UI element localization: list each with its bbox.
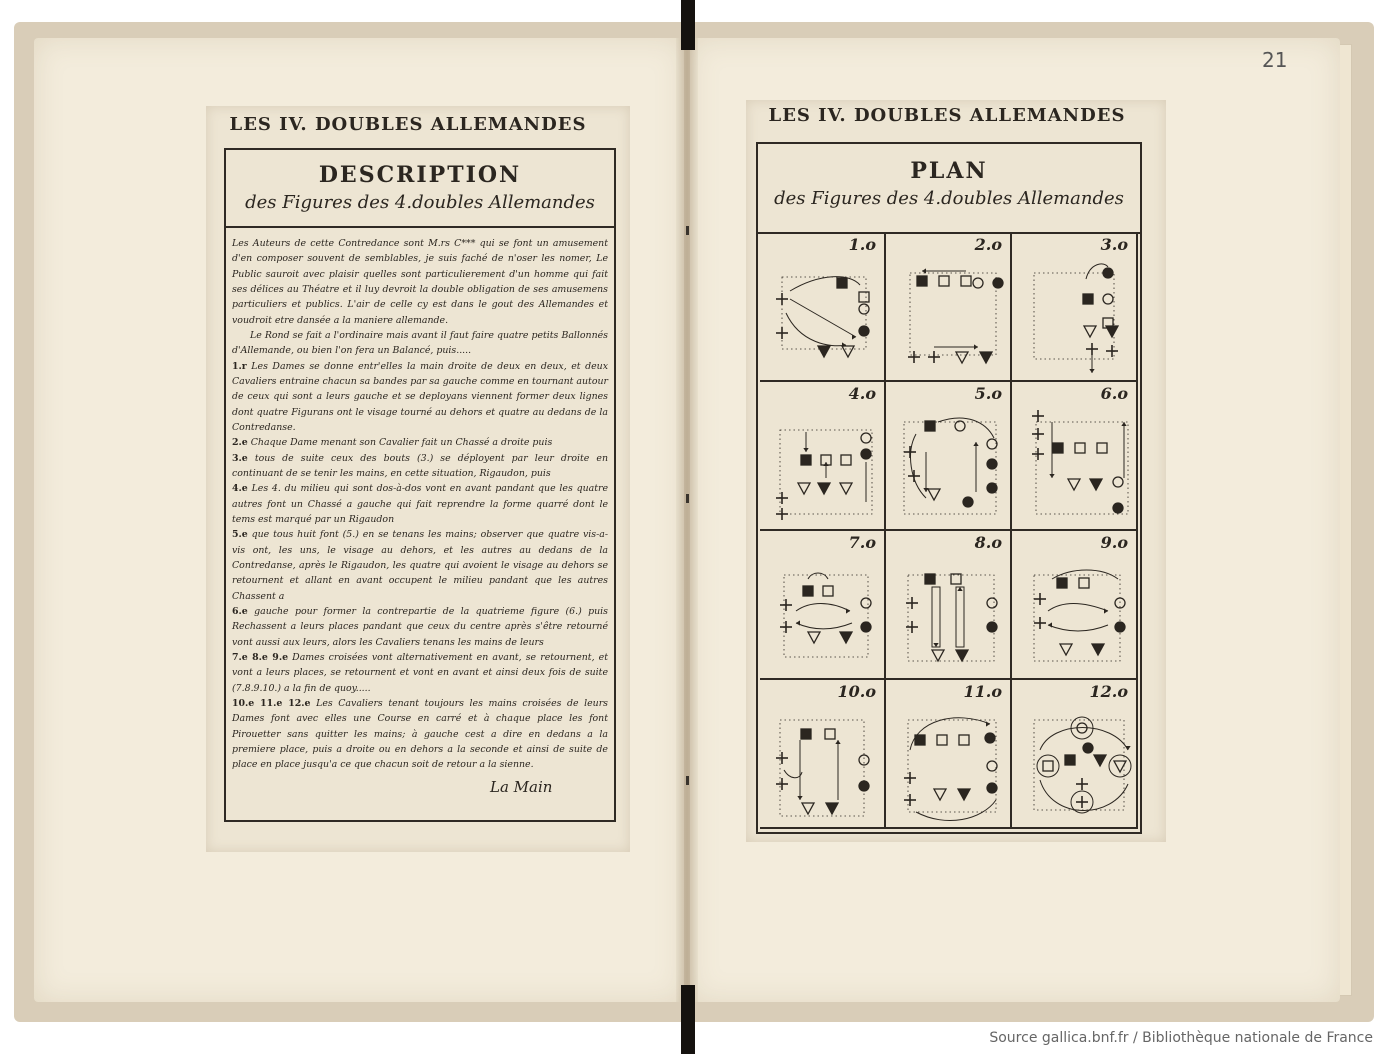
dancer-cross-icon [776, 778, 788, 790]
paragraph-text: Le Rond se fait a l'ordinaire mais avant il faut faire quatre petits Ballonnés d'Allemande, ou bien l'on fera un Balancé, puis..... [232, 329, 608, 357]
dancer-square-icon [1083, 294, 1093, 304]
dancer-triangle-icon [956, 650, 968, 661]
dancer-square-icon [925, 421, 935, 431]
dancer-cross-icon [1034, 593, 1046, 605]
dancer-square-icon [915, 735, 925, 745]
figure-diagram [760, 382, 884, 529]
dancer-circle-icon [987, 598, 997, 608]
dancer-cross-icon [776, 752, 788, 764]
arrow-icon [852, 334, 856, 339]
dancer-cross-icon [908, 470, 920, 482]
figure-diagram [886, 531, 1010, 678]
paragraph-text: gauche pour former la contrepartie de la quatrieme figure (6.) puis Rechassent a leurs places pandant que ceux du centre après s'être retourné vont aussi aux leurs, alors les Cavaliers tenans les mains de leurs [232, 605, 608, 648]
dancer-circle-icon [987, 439, 997, 449]
dancer-triangle-icon [980, 352, 992, 363]
dancer-cross-icon [1034, 617, 1046, 629]
dancer-square-icon [1057, 578, 1067, 588]
dancer-triangle-icon [840, 632, 852, 643]
book-gutter [676, 38, 698, 1002]
dancer-square-icon [1065, 755, 1075, 765]
source-credit: Source gallica.bnf.fr / Bibliothèque nationale de France [989, 1030, 1373, 1046]
dancer-square-icon [939, 276, 949, 286]
figure-cell-6 [1012, 382, 1138, 531]
dancer-cross-icon [780, 621, 792, 633]
movement-path [796, 623, 852, 629]
floor-outline [1034, 575, 1120, 661]
dancer-cross-icon [904, 772, 916, 784]
figure-label: 1.o [848, 235, 876, 254]
description-paragraph [232, 359, 608, 436]
ribbon-bookmark-top [681, 0, 695, 50]
dancer-triangle-icon [1094, 755, 1106, 766]
figure-number: 10.e 11.e 12.e [232, 697, 311, 709]
description-paragraph [232, 696, 608, 773]
dancer-triangle-icon [808, 632, 820, 643]
dancer-cross-icon [908, 351, 920, 363]
dancer-square-icon [925, 574, 935, 584]
movement-path [796, 604, 850, 612]
description-title-box [226, 150, 614, 228]
movement-path [932, 587, 940, 647]
movement-path [1048, 604, 1108, 612]
dancer-square-icon [937, 735, 947, 745]
figure-number: 3.e [232, 452, 248, 464]
dancer-triangle-icon [958, 789, 970, 800]
figure-cell-9 [1012, 531, 1138, 680]
dancer-circle-icon [963, 497, 973, 507]
figure-number: 7.e 8.e 9.e [232, 651, 289, 663]
figure-cell-10 [760, 680, 886, 829]
figure-number: 4.e [232, 483, 248, 495]
paragraph-text: Les Auteurs de cette Contredance sont M.rs C*** qui se font un amusement d'en composer souvent de semblables, je suis faché de n'oser les nomer, Le Public sauroit avec plaisir quelles sont particulierement d'un homme qui fait ses délices au Théatre et il luy devroit la double obligation de ses amusemens particuliers et publics. L'air de celle cy est dans le gout des Allemandes et voudroit etre dansée a la maniere allemande. [232, 238, 608, 326]
dancer-cross-icon [1076, 796, 1088, 808]
dancer-cross-icon [776, 327, 788, 339]
floor-outline [904, 422, 996, 514]
dancer-triangle-icon [956, 352, 968, 363]
description-paragraph [232, 604, 608, 650]
figure-cell-3 [1012, 233, 1138, 382]
dancer-circle-icon [985, 733, 995, 743]
dancer-square-icon [961, 276, 971, 286]
dancer-triangle-icon [1068, 479, 1080, 490]
figure-diagram [760, 233, 884, 380]
figure-number: 6.e [232, 605, 248, 617]
figure-diagram [760, 531, 884, 678]
dancer-triangle-icon [818, 346, 830, 357]
dancer-circle-icon [861, 433, 871, 443]
figure-cell-11 [886, 680, 1012, 829]
movement-path [938, 418, 994, 438]
arrow-icon [796, 620, 800, 625]
movement-path [916, 800, 996, 821]
dancer-circle-icon [955, 421, 965, 431]
dancer-square-icon [1043, 761, 1053, 771]
dancer-square-icon [801, 455, 811, 465]
dancer-cross-icon [776, 293, 788, 305]
figure-cell-5 [886, 382, 1012, 531]
floor-outline [908, 575, 994, 661]
dancer-triangle-icon [934, 789, 946, 800]
figure-diagram [760, 680, 884, 827]
turn-circle [1109, 755, 1131, 777]
dancer-triangle-icon [1092, 644, 1104, 655]
binding-stitch [686, 776, 689, 785]
figure-label: 10.o [837, 682, 876, 701]
arrow-icon [973, 442, 978, 446]
figure-diagram [1012, 382, 1136, 529]
binding-stitch [686, 494, 689, 503]
dancer-circle-icon [973, 278, 983, 288]
dancer-triangle-icon [1084, 326, 1096, 337]
paragraph-text: Les Dames se donne entr'elles la main droite de deux en deux, et deux Cavaliers entraine chacun sa bandes par sa gauche comme en tournant autour de ceux qui sont a leurs gauche et se deployans viennent former deux lignes dont quatre Figurans ont le visage tourné au dehors et quatre au dedans de la Contredanse. [232, 360, 608, 433]
floor-outline [908, 720, 996, 812]
dancer-square-icon [1079, 578, 1089, 588]
arrow-icon [835, 740, 840, 744]
dancer-square-icon [837, 278, 847, 288]
dancer-cross-icon [928, 351, 940, 363]
description-paragraph [232, 236, 608, 328]
dancer-circle-icon [1113, 477, 1123, 487]
plan-title-box [758, 144, 1140, 234]
dancer-triangle-icon [1060, 644, 1072, 655]
figure-cell-1 [760, 233, 886, 382]
dancer-cross-icon [1076, 778, 1088, 790]
dancer-circle-icon [987, 459, 997, 469]
movement-path [786, 313, 846, 346]
description-body [232, 236, 608, 772]
dancer-circle-icon [859, 304, 869, 314]
dancer-cross-icon [1106, 345, 1118, 357]
dancer-cross-icon [776, 492, 788, 504]
movement-path [790, 277, 860, 291]
figure-cell-4 [760, 382, 886, 531]
dancer-circle-icon [1103, 294, 1113, 304]
figure-diagram [1012, 680, 1136, 827]
dancer-triangle-icon [928, 489, 940, 500]
dancer-cross-icon [1032, 428, 1044, 440]
arrow-icon [1104, 608, 1108, 613]
dancer-square-icon [1075, 443, 1085, 453]
dancer-circle-icon [859, 781, 869, 791]
movement-path [1048, 625, 1108, 631]
dancer-triangle-icon [840, 483, 852, 494]
dancer-square-icon [1053, 443, 1063, 453]
floor-outline [780, 720, 864, 816]
dancer-cross-icon [1032, 448, 1044, 460]
dancer-circle-icon [987, 783, 997, 793]
arrow-icon [797, 796, 802, 800]
figure-cell-7 [760, 531, 886, 680]
dancer-cross-icon [776, 508, 788, 520]
dancer-circle-icon [861, 622, 871, 632]
dancer-cross-icon [904, 794, 916, 806]
arrow-icon [957, 587, 962, 591]
description-paragraph [232, 435, 608, 450]
floor-outline [1034, 273, 1114, 359]
dancer-square-icon [841, 455, 851, 465]
floor-outline [1036, 422, 1128, 514]
figure-cell-2 [886, 233, 1012, 382]
dancer-triangle-icon [1090, 479, 1102, 490]
page-number: 21 [1262, 48, 1288, 72]
dancer-circle-icon [861, 449, 871, 459]
dancer-square-icon [959, 735, 969, 745]
dancer-triangle-icon [818, 483, 830, 494]
figure-label: 8.o [974, 533, 1002, 552]
dancer-square-icon [1097, 443, 1107, 453]
paragraph-text: que tous huit font (5.) en se tenans les mains; observer que quatre vis-a-vis ont, les uns, le visage au dehors, et les autres au dedans de la Contredanse, après le Rigaudon, les quatre qui avoient le visage au dehors se retournent et allant en avant occupent le milieu pandant que les autres Chassent a [232, 529, 609, 602]
binding-stitch [686, 226, 689, 235]
figure-diagram [1012, 531, 1136, 678]
description-paragraph [232, 527, 608, 604]
paragraph-text: Chaque Dame menant son Cavalier fait un Chassé a droite puis [250, 437, 553, 449]
dancer-square-icon [825, 729, 835, 739]
dancer-circle-icon [859, 326, 869, 336]
dancer-square-icon [803, 586, 813, 596]
dancer-square-icon [823, 586, 833, 596]
paragraph-text: Les Cavaliers tenant toujours les mains croisées de leurs Dames font avec elles une Course en carré et à chaque place les font Pirouetter sans quitter les mains; à gauche cest a dire en dedans a la premiere place, puis a droite ou en dehors a la seconde et ainsi de suite de place en place jusqu'a ce que chacun soit de retour a la sienne. [232, 697, 608, 771]
dancer-triangle-icon [1106, 326, 1118, 337]
figure-diagram [886, 233, 1010, 380]
turn-circle [1037, 755, 1059, 777]
arrow-icon [1121, 422, 1126, 426]
figure-label: 6.o [1100, 384, 1128, 403]
arrow-icon [986, 721, 990, 726]
dancer-circle-icon [987, 483, 997, 493]
description-paragraph [232, 650, 608, 696]
figure-label: 4.o [848, 384, 876, 403]
figure-grid [760, 233, 1138, 830]
dancer-cross-icon [1032, 410, 1044, 422]
dancer-circle-icon [993, 278, 1003, 288]
figure-label: 9.o [1100, 533, 1128, 552]
figure-diagram [886, 382, 1010, 529]
figure-label: 7.o [848, 533, 876, 552]
figure-label: 11.o [963, 682, 1002, 701]
dancer-square-icon [951, 574, 961, 584]
arrow-icon [1048, 622, 1052, 627]
figure-cell-8 [886, 531, 1012, 680]
dancer-cross-icon [906, 621, 918, 633]
figure-diagram [886, 680, 1010, 827]
running-head-right: LES IV. DOUBLES ALLEMANDES [768, 105, 1126, 126]
running-head-left: LES IV. DOUBLES ALLEMANDES [229, 114, 587, 135]
plan-title: PLAN [910, 158, 988, 184]
dancer-triangle-icon [932, 650, 944, 661]
dancer-circle-icon [1113, 503, 1123, 513]
figure-number: 5.e [232, 529, 248, 541]
ribbon-bookmark-bottom [681, 985, 695, 1054]
arrow-icon [823, 462, 828, 466]
description-paragraph [232, 451, 608, 482]
dancer-circle-icon [1115, 622, 1125, 632]
arrow-icon [933, 643, 938, 647]
plan-subtitle: des Figures des 4.doubles Allemandes [774, 188, 1124, 209]
movement-path [808, 573, 828, 579]
dancer-circle-icon [1083, 743, 1093, 753]
dancer-triangle-icon [798, 483, 810, 494]
figure-number: 2.e [232, 437, 248, 449]
dancer-circle-icon [1103, 268, 1113, 278]
dancer-triangle-icon [802, 803, 814, 814]
arrow-icon [846, 608, 850, 613]
arrow-icon [803, 448, 808, 452]
arrow-icon [974, 344, 978, 349]
description-paragraph [232, 328, 608, 359]
paragraph-text: tous de suite ceux des bouts (3.) se déployent par leur droite en continuant de se tenir les mains, en cette situation, Rigaudon, puis [232, 452, 609, 479]
dancer-square-icon [801, 729, 811, 739]
figure-label: 5.o [974, 384, 1002, 403]
movement-path [956, 587, 964, 647]
figure-cell-12 [1012, 680, 1138, 829]
dancer-square-icon [859, 292, 869, 302]
dancer-circle-icon [987, 622, 997, 632]
figure-label: 12.o [1089, 682, 1128, 701]
figure-label: 3.o [1100, 235, 1128, 254]
figure-label: 2.o [974, 235, 1002, 254]
paragraph-text: Dames croisées vont alternativement en avant, se retournent, et vont a leurs places, se retournent et vont en avant et ainsi deux fois de suite (7.8.9.10.) a la fin de quoy..... [232, 651, 608, 694]
movement-path [784, 770, 802, 778]
arrow-icon [1125, 746, 1130, 750]
dancer-cross-icon [780, 599, 792, 611]
description-title: DESCRIPTION [318, 162, 522, 188]
paragraph-text: Les 4. du milieu qui sont dos-à-dos vont en avant pandant que les quatre autres font un Chassé a gauche qui fait reprendre la forme quarré dont le tems est marqué par un Rigaudon [232, 483, 608, 525]
arrow-icon [1089, 369, 1094, 373]
figure-diagram [1012, 233, 1136, 380]
arrow-icon [1049, 474, 1054, 478]
floor-outline [784, 575, 868, 657]
dancer-circle-icon [861, 598, 871, 608]
engraver-signature: La Main [490, 778, 553, 796]
description-subtitle: des Figures des 4.doubles Allemandes [245, 192, 595, 213]
description-paragraph [232, 481, 608, 527]
figure-number: 1.r [232, 360, 247, 372]
dancer-triangle-icon [826, 803, 838, 814]
dancer-square-icon [917, 276, 927, 286]
arrow-icon [842, 342, 846, 347]
dancer-triangle-icon [842, 346, 854, 357]
dancer-circle-icon [987, 761, 997, 771]
